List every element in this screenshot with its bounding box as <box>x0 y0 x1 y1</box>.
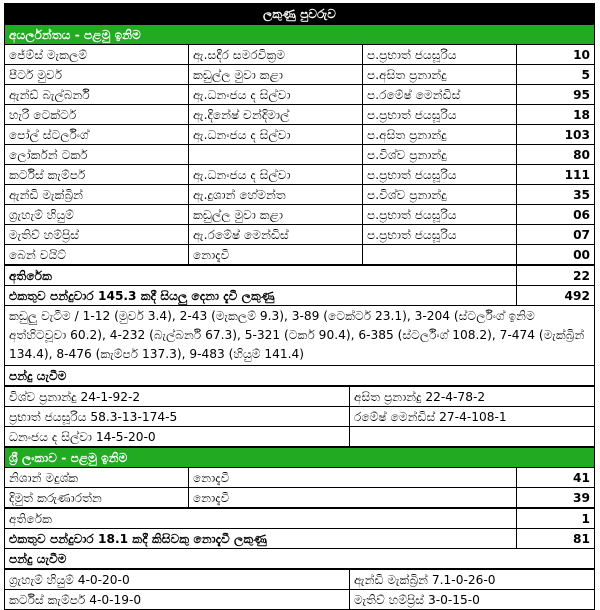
bowling-header: පන්දු යැවීම <box>5 366 595 386</box>
batting-row <box>5 185 595 205</box>
bowler: ප.ප්‍රභාත් ජයසූරිය <box>363 105 517 125</box>
batting-row <box>5 145 595 165</box>
srilanka-batting-table <box>4 447 595 508</box>
runs: 10 <box>517 45 595 65</box>
batter-name: දිමුත් කරුණාරත්න <box>5 488 189 508</box>
batter-name: හැරි ටෙක්ටර් <box>5 105 189 125</box>
batting-row <box>5 245 595 265</box>
scorecard <box>4 3 594 610</box>
dismissal <box>189 145 363 165</box>
dismissal: ඇ.දිනේෂ් චන්දිමාල් <box>189 105 363 125</box>
batter-name: මැතිව් හම්ප්‍රිස් <box>5 225 189 245</box>
bowler: ප.අසිත ප්‍රනාන්දු <box>363 65 517 85</box>
batter-name: නිශාන් මදුශ්ක <box>5 468 189 488</box>
srilanka-summary-table <box>4 508 595 569</box>
team-header-row <box>5 25 595 45</box>
runs: 111 <box>517 165 595 185</box>
total-value: 81 <box>517 529 595 549</box>
batter-name: ලෝර්කන් ටකර් <box>5 145 189 165</box>
batting-row <box>5 45 595 65</box>
total-row <box>5 286 595 306</box>
srilanka-bowling-table <box>4 569 595 610</box>
batter-name: බෙන් වයිට් <box>5 245 189 265</box>
team-header-row <box>5 448 595 468</box>
runs: 5 <box>517 65 595 85</box>
total-value: 492 <box>517 286 595 306</box>
runs: 103 <box>517 125 595 145</box>
fall-of-wickets: කඩුලු වැටීම / 1-12 (මුවර් 3.4), 2-43 (මැකලම් 9.3), 3-89 (ටෙක්ටර් 23.1), 3-204 (ස්ටර්ලිංග් ඉනිම අත්හිටවූවා 60.2), 4-232 (බැල්බර්නි 67.3), 5-321 (ටකර් 90.4), 6-385 (ස්ටර්ලිංග් 108.2), 7-474 (මැක්බ්‍රින් 134.4), 8-476 (කැම්පර් 137.3), 9-483 (හියුම් 141.4) <box>5 306 595 366</box>
batter-name: ඇන්ඩි මැක්බ්‍රින් <box>5 185 189 205</box>
total-label: එකතුව පන්දුවාර 145.3 කදී සියලු දෙනා දැවී ලකුණු <box>5 286 517 306</box>
bowling-figure <box>350 427 595 447</box>
extras-value: 22 <box>517 266 595 286</box>
bowler: ප.විශ්ව ප්‍රනාන්දු <box>363 185 517 205</box>
bowler: ප.ප්‍රභාත් ජයසූරිය <box>363 165 517 185</box>
bowling-row <box>5 407 595 427</box>
bowler: ප.රමේෂ් මෙන්ඩිස් <box>363 85 517 105</box>
runs: 06 <box>517 205 595 225</box>
batting-row <box>5 225 595 245</box>
batting-row <box>5 85 595 105</box>
fall-of-wickets-row <box>5 306 595 366</box>
runs: 18 <box>517 105 595 125</box>
bowling-figure: රමේෂ් මෙන්ඩිස් 27-4-108-1 <box>350 407 595 427</box>
dismissal: ඇ.දුශාන් හේමන්ත <box>189 185 363 205</box>
bowler: ප.ප්‍රභාත් ජයසූරිය <box>363 225 517 245</box>
bowling-row <box>5 570 595 590</box>
dismissal: කඩුල්ල මුවා කළා <box>189 65 363 85</box>
bowling-figure: කර්ටිස් කැම්පර් 4-0-19-0 <box>5 590 350 610</box>
bowling-figure: ග්‍රැහැම් හියුම් 4-0-20-0 <box>5 570 350 590</box>
scorecard-title: ලකුණු පුවරුව <box>5 4 595 25</box>
ireland-summary-table <box>4 265 595 386</box>
bowling-figure: ප්‍රභාත් ජයසූරිය 58.3-13-174-5 <box>5 407 350 427</box>
ireland-innings-header: අයර්ලන්තය - පළමු ඉනිම <box>5 25 595 45</box>
bowler: ප.විශ්ව ප්‍රනාන්දු <box>363 145 517 165</box>
batting-row <box>5 105 595 125</box>
bowling-row <box>5 427 595 447</box>
dismissal: ඇ.සදීර සමරවික්‍රම <box>189 45 363 65</box>
batter-name: කර්ටිස් කැම්පර් <box>5 165 189 185</box>
batter-name: ඇන්ඩ් බැල්බර්නි <box>5 85 189 105</box>
srilanka-innings-header: ශ්‍රී ලංකාව - පළමු ඉනිම <box>5 448 595 468</box>
bowling-header-row <box>5 549 595 569</box>
batter-name: ග්‍රැහැම් හියුම් <box>5 205 189 225</box>
total-label: එකතුව පන්දුවාර 18.1 කදී කිසිවකු නොදැවී ලකුණු <box>5 529 517 549</box>
extras-row <box>5 509 595 529</box>
bowling-header: පන්දු යැවීම <box>5 549 595 569</box>
dismissal: ඇ.ධනංජය ද සිල්වා <box>189 85 363 105</box>
extras-label: අතිරේක <box>5 266 517 286</box>
extras-value: 1 <box>517 509 595 529</box>
title-row <box>5 4 595 25</box>
runs: 35 <box>517 185 595 205</box>
dismissal: ඇ.ධනංජය ද සිල්වා <box>189 125 363 145</box>
dismissal: නොදැවී <box>189 245 363 265</box>
ireland-batting-table <box>4 3 595 265</box>
bowling-header-row <box>5 366 595 386</box>
batting-row <box>5 488 595 508</box>
dismissal: කඩුල්ල මුවා කළා <box>189 205 363 225</box>
total-row <box>5 529 595 549</box>
bowler: ප.ප්‍රභාත් ජයසූරිය <box>363 45 517 65</box>
bowler: ප.ප්‍රභාත් ජයසූරිය <box>363 205 517 225</box>
batter-name: ජේම්ස් මැකලම් <box>5 45 189 65</box>
batting-row <box>5 468 595 488</box>
extras-row <box>5 266 595 286</box>
batting-row <box>5 205 595 225</box>
dismissal: ඇ.රමේෂ් මෙන්ඩිස් <box>189 225 363 245</box>
bowling-figure: විශ්ව ප්‍රනාන්දු 24-1-92-2 <box>5 387 350 407</box>
extras-label: අතිරේක <box>5 509 517 529</box>
batter-name: පෝල් ස්ටර්ලිංග් <box>5 125 189 145</box>
runs: 39 <box>517 488 595 508</box>
batting-row <box>5 125 595 145</box>
ireland-bowling-table <box>4 386 595 447</box>
bowler: ප.අසිත ප්‍රනාන්දු <box>363 125 517 145</box>
dismissal: ඇ.ධනංජය ද සිල්වා <box>189 165 363 185</box>
batter-name: පීටර් මුවර් <box>5 65 189 85</box>
bowling-row <box>5 590 595 610</box>
batting-row <box>5 165 595 185</box>
bowling-figure: අසිත ප්‍රනාන්දු 22-4-78-2 <box>350 387 595 407</box>
bowling-row <box>5 387 595 407</box>
runs: 00 <box>517 245 595 265</box>
batting-row <box>5 65 595 85</box>
bowling-figure: මැතිව් හම්ප්‍රිස් 3-0-15-0 <box>350 590 595 610</box>
bowling-figure: ඇන්ඩි මැක්බ්‍රින් 7.1-0-26-0 <box>350 570 595 590</box>
dismissal: නොදැවී <box>189 488 517 508</box>
bowler <box>363 245 517 265</box>
bowling-figure: ධනංජය ද සිල්වා 14-5-20-0 <box>5 427 350 447</box>
runs: 07 <box>517 225 595 245</box>
dismissal: නොදැවී <box>189 468 517 488</box>
runs: 95 <box>517 85 595 105</box>
runs: 80 <box>517 145 595 165</box>
runs: 41 <box>517 468 595 488</box>
